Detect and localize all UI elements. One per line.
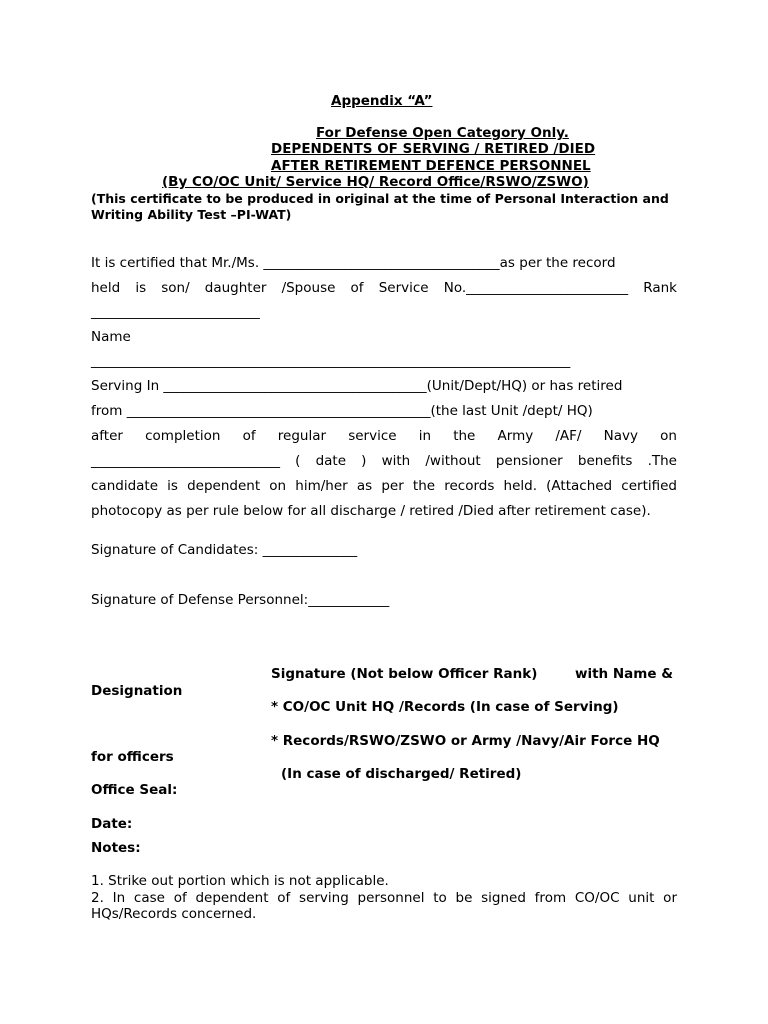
candidate-signature: Signature of Candidates: ______________ (91, 542, 358, 558)
records-authority: * Records/RSWO/ZSWO or Army /Navy/Air Force HQ (271, 733, 660, 749)
note-item-2-cont: HQs/Records concerned. (91, 906, 257, 922)
with-name-label: with Name & (575, 666, 673, 682)
discharged-note: (In case of discharged/ Retired) (281, 766, 522, 782)
heading-authority: (By CO/OC Unit/ Service HQ/ Record Office/RSWO/ZSWO) (162, 174, 589, 190)
note-item-2: 2. In case of dependent of serving personnel to be signed from CO/OC unit or (91, 890, 677, 906)
cert-line-3: _________________________ (91, 304, 260, 320)
heading-dependents: DEPENDENTS OF SERVING / RETIRED /DIED (271, 141, 596, 157)
appendix-title: Appendix “A” (331, 93, 433, 109)
personnel-signature: Signature of Defense Personnel:____________ (91, 592, 390, 608)
office-seal-label: Office Seal: (91, 782, 178, 798)
name-label: Name (91, 329, 131, 345)
for-officers-label: for officers (91, 749, 174, 765)
production-note: (This certificate to be produced in original at the time of Personal Interaction and (91, 191, 669, 206)
officer-signature-label: Signature (Not below Officer Rank) (271, 666, 538, 682)
cert-line-completion: after completion of regular service in the Army /AF/ Navy on (91, 428, 677, 444)
production-note-cont: Writing Ability Test –PI-WAT) (91, 207, 292, 222)
date-label: Date: (91, 816, 133, 832)
cert-line-2: held is son/ daughter /Spouse of Service No.________________________ Rank (91, 280, 677, 296)
notes-heading: Notes: (91, 840, 141, 856)
cert-line-dependent: candidate is dependent on him/her as per the records held. (Attached certified (91, 478, 677, 494)
heading-personnel: AFTER RETIREMENT DEFENCE PERSONNEL (271, 158, 591, 174)
heading-category: For Defense Open Category Only. (316, 125, 569, 141)
cert-line-1: It is certified that Mr./Ms. ___________________________________as per the record (91, 255, 616, 271)
cert-line-from: from _____________________________________________(the last Unit /dept/ HQ) (91, 403, 593, 419)
cert-line-date: ____________________________ ( date ) with /without pensioner benefits .The (91, 453, 677, 469)
cert-line-photocopy: photocopy as per rule below for all discharge / retired /Died after retirement case). (91, 503, 651, 519)
co-oc-authority: * CO/OC Unit HQ /Records (In case of Serving) (271, 699, 619, 715)
name-blank: _______________________________________________________________________ (91, 353, 571, 369)
note-item-1: 1. Strike out portion which is not applicable. (91, 873, 389, 889)
cert-line-serving: Serving In _______________________________________(Unit/Dept/HQ) or has retired (91, 378, 623, 394)
designation-label: Designation (91, 683, 183, 699)
